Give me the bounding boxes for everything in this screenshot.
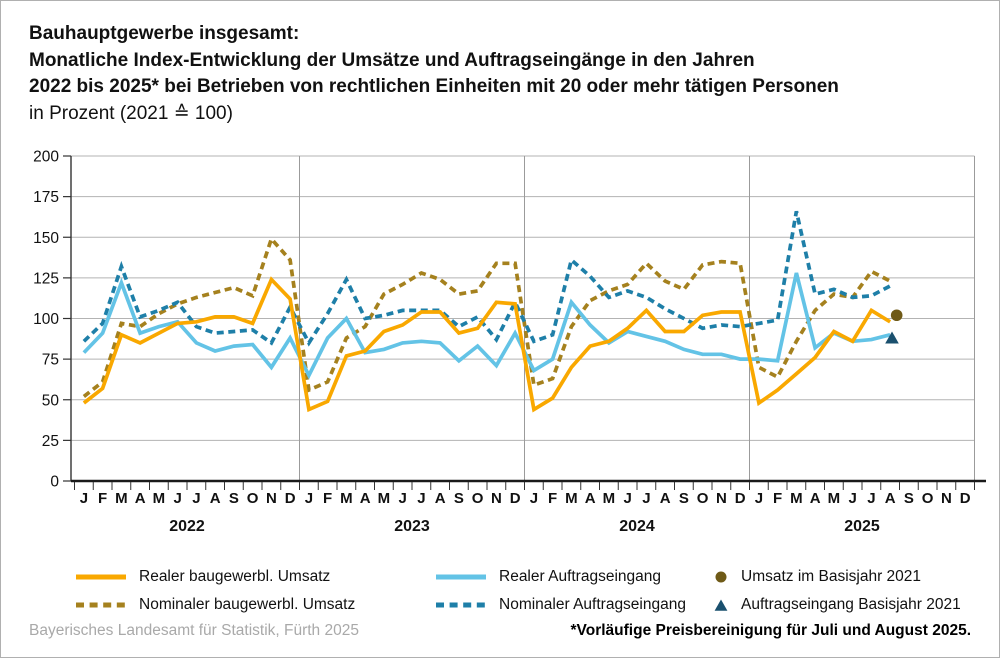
- y-tick-label: 0: [50, 473, 59, 491]
- month-label: N: [715, 490, 727, 507]
- chart-marker-auftragseingang-basisjahr-2021: [885, 332, 899, 344]
- month-label: D: [959, 490, 971, 507]
- legend-swatch-dashed-teal: [436, 601, 486, 609]
- legend-item-auftragseingang-basisjahr: [714, 595, 961, 615]
- legend-item-nominaler-auftragseingang: [436, 595, 686, 615]
- month-label: A: [584, 490, 596, 507]
- month-label: S: [903, 490, 914, 507]
- y-tick-label: 100: [33, 311, 59, 328]
- title-line-4: in Prozent (2021 ≙ 100): [29, 102, 233, 124]
- month-label: J: [173, 490, 182, 507]
- legend-item-nominaler-umsatz: [76, 595, 355, 615]
- year-label: 2022: [169, 518, 205, 535]
- y-tick-label: 200: [33, 148, 59, 166]
- legend-label: Realer Auftragseingang: [499, 568, 662, 585]
- triangle-marker-icon: [714, 598, 728, 612]
- circle-marker-icon: [714, 570, 728, 584]
- month-label: M: [115, 490, 128, 507]
- month-label: N: [490, 490, 502, 507]
- month-label: O: [471, 490, 484, 507]
- y-tick-label: 125: [33, 270, 59, 288]
- y-tick-label: 150: [33, 229, 59, 247]
- month-label: A: [134, 490, 146, 507]
- series-line-realer-umsatz: [84, 280, 890, 410]
- month-label: J: [417, 490, 426, 507]
- month-label: D: [734, 490, 746, 507]
- chart-marker-umsatz-basisjahr-2021: [891, 309, 903, 321]
- month-label: M: [340, 490, 353, 507]
- month-label: J: [754, 490, 764, 507]
- month-label: S: [678, 490, 689, 507]
- legend-label: Umsatz im Basisjahr 2021: [741, 568, 922, 585]
- year-label: 2024: [619, 518, 655, 535]
- month-label: N: [940, 490, 952, 507]
- legend-item-realer-umsatz: [76, 567, 330, 587]
- year-label: 2025: [844, 518, 880, 535]
- month-label: J: [642, 490, 651, 507]
- month-label: J: [192, 490, 201, 507]
- month-label: N: [265, 490, 277, 507]
- month-label: J: [848, 490, 857, 507]
- month-label: F: [98, 490, 108, 507]
- series-line-realer-auftragseingang: [84, 273, 890, 375]
- month-label: A: [359, 490, 371, 507]
- month-label: D: [509, 490, 521, 507]
- month-label: O: [696, 490, 709, 507]
- legend-swatch-dashed-olive: [76, 601, 126, 609]
- year-label: 2023: [394, 518, 430, 535]
- legend-label: Nominaler baugewerbl. Umsatz: [139, 596, 356, 613]
- month-label: M: [377, 490, 391, 507]
- month-label: M: [565, 490, 578, 507]
- legend-item-realer-auftragseingang: [436, 567, 661, 587]
- y-tick-label: 75: [41, 351, 59, 369]
- month-label: J: [398, 490, 407, 507]
- month-label: A: [809, 490, 821, 507]
- month-label: F: [548, 490, 558, 507]
- footnote: *Vorläufige Preisbereinigung für Juli und August 2025.: [570, 622, 971, 639]
- legend-label: Nominaler Auftragseingang: [499, 596, 686, 613]
- month-label: M: [790, 490, 803, 507]
- legend-label: Auftragseingang Basisjahr 2021: [741, 596, 961, 613]
- source-credit: Bayerisches Landesamt für Statistik, Fürth 2025: [29, 622, 359, 639]
- month-label: J: [79, 490, 89, 507]
- y-tick-label: 175: [33, 189, 59, 207]
- legend-swatch-solid-orange: [76, 573, 126, 581]
- month-label: A: [659, 490, 671, 507]
- month-label: J: [304, 490, 314, 507]
- month-label: M: [602, 490, 616, 507]
- month-label: J: [623, 490, 632, 507]
- month-label: A: [209, 490, 221, 507]
- title-line-3: 2022 bis 2025* bei Betrieben von rechtlichen Einheiten mit 20 oder mehr tätigen Personen: [29, 76, 839, 97]
- month-label: J: [529, 490, 539, 507]
- month-label: S: [228, 490, 239, 507]
- legend-item-umsatz-basisjahr: [714, 567, 921, 587]
- month-label: O: [921, 490, 934, 507]
- month-label: F: [773, 490, 783, 507]
- title-line-2: Monatliche Index-Entwicklung der Umsätze und Auftragseingänge in den Jahren: [29, 49, 755, 71]
- legend-label: Realer baugewerbl. Umsatz: [139, 568, 331, 585]
- y-tick-label: 25: [41, 432, 59, 450]
- y-tick-label: 50: [41, 392, 59, 410]
- month-label: M: [152, 490, 166, 507]
- legend-swatch-solid-lightblue: [436, 573, 486, 581]
- month-label: O: [246, 490, 259, 507]
- month-label: M: [827, 490, 841, 507]
- month-label: J: [867, 490, 876, 507]
- month-label: A: [434, 490, 446, 507]
- line-chart: [1, 1, 1000, 658]
- month-label: A: [884, 490, 896, 507]
- month-label: S: [453, 490, 464, 507]
- month-label: F: [323, 490, 333, 507]
- title-line-1: Bauhauptgewerbe insgesamt:: [29, 23, 300, 44]
- month-label: D: [284, 490, 296, 507]
